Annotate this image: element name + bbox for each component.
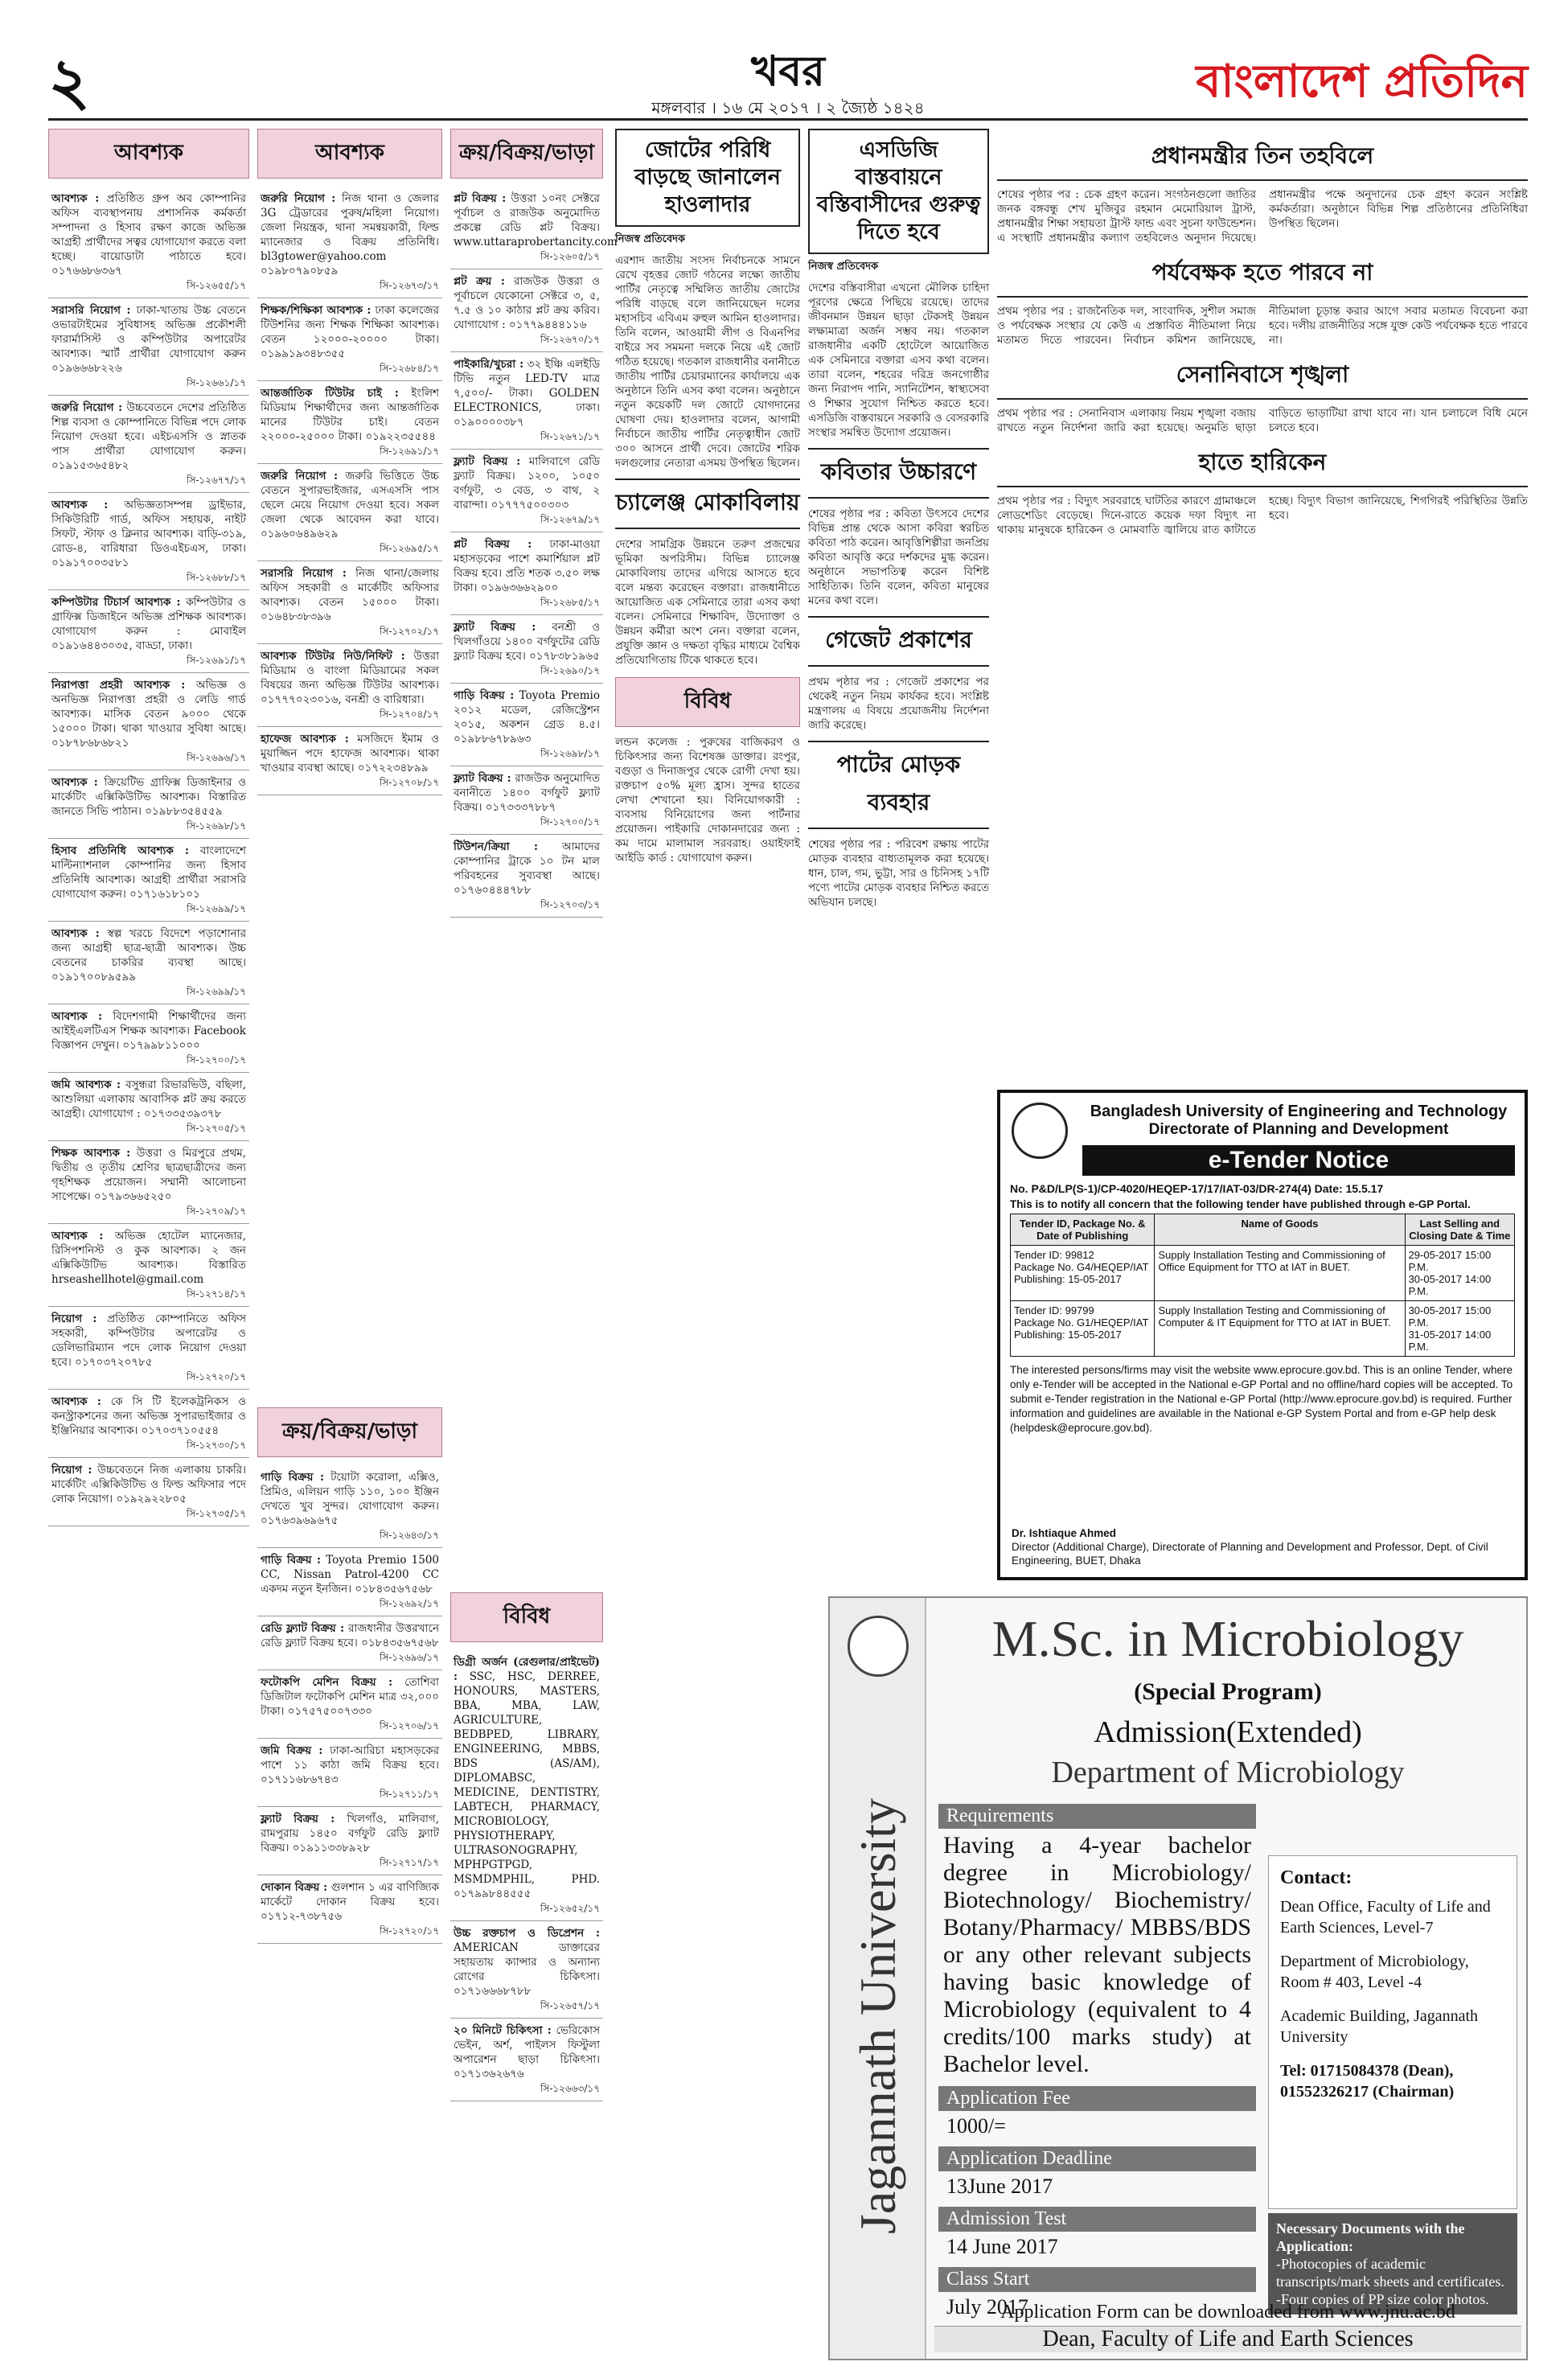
ad-ref: সি-১২৭০০/১৭ <box>540 816 600 828</box>
ad-ref: সি-১২৭০৫/১৭ <box>186 1123 246 1134</box>
ad-title: আবশ্যক টিউটর নিউ/নিফিট : <box>261 650 405 663</box>
ad-text: মালিবাগে রেডি ফ্ল্যাট বিক্রয়। ১২০০, ১০৫০ বর্গফুট, ৩ বেড, ৩ বাথ, ২ বারান্দা। ০১৭৭৭৫০০৩০৩ <box>454 455 601 511</box>
headline-observer: পর্যবেক্ষক হতে পারবে না <box>997 252 1528 298</box>
ad-title: সরাসরি নিয়োগ : <box>51 304 131 317</box>
ad-title: আন্তর্জাতিক টিউটর চাই : <box>261 387 399 400</box>
tender-dates-cell: 29-05-2017 15:00 P.M. 30-05-2017 14:00 P.M. <box>1405 1246 1514 1301</box>
requirements-label: Requirements <box>938 1804 1256 1829</box>
department-name: Department of Microbiology <box>1051 1756 1405 1789</box>
ad-ref: সি-১২৭০৯/১৭ <box>186 1205 246 1217</box>
news-column-2 <box>808 129 989 910</box>
ad-ref: সি-১২৬৯৯/১৭ <box>186 903 246 914</box>
ad-title: জমি বিক্রয় : <box>261 1744 323 1757</box>
fee-label: Application Fee <box>938 2086 1256 2111</box>
ad-text: উচ্চবেতনে নিজ এলাকায় চাকরি। মার্কেটিং এক্সিকিউটিভ ও ফিল্ড অফিসার পদে লোক নিয়োগ। ০১৯২৯২২৮০৫ <box>51 1464 247 1505</box>
ad-title: গাড়ি বিক্রয় : <box>261 1471 324 1484</box>
ad-text: প্রতিষ্ঠিত কোম্পানিতে অফিস সহকারী, কম্পিউটার অপারেটর ও ডেলিভারিম্যান পদে লোক নিয়োগ দেওয়া হবে। ০১৭০৩৭২০৭৮৫ <box>51 1312 246 1369</box>
subhead-gazette: গেজেট প্রকাশের <box>808 616 989 667</box>
classified-heading: ক্রয়/বিক্রয়/ভাড়া <box>450 129 603 179</box>
classified-ad <box>48 493 249 590</box>
byline: নিজস্ব প্রতিবেদক <box>808 261 879 273</box>
bibidh-heading: বিবিধ <box>615 677 800 727</box>
ad-text: ঢাকা-খাতায় উচ্চ বেতনে ওভারটাইমের সুবিধাসহ অভিজ্ঞ প্রকৌশলী ফারার্মাসিস্ট ও কম্পিউটার অপারেটর আবশ্যক। স্মার্ট প্রার্থীরা যোগাযোগ করুন ০১৯৬৬৬৮২২৬ <box>51 304 246 375</box>
ad-ref: সি-১২৬৯৮/১৭ <box>186 820 246 832</box>
ad-title: প্লট বিক্রয় : <box>454 538 532 551</box>
signer-title: Director (Additional Charge), Directorate of Planning and Development and Professor, Dept. of Civil Engineering, BUET, Dhaka <box>1012 1541 1488 1567</box>
ad-ref: সি-১২৭০৮/১৭ <box>379 777 439 788</box>
documents-item: -Four copies of PP size color photos. <box>1276 2291 1489 2307</box>
ad-text: কে সি টি ইলেকট্রনিকস ও কনস্ট্রাকশনের জন্য অভিজ্ঞ সুপারভাইজার ও ইঞ্জিনিয়ার আবশ্যক। ০১৭০৩৭১০৫৫৪ <box>51 1395 246 1437</box>
jnu-seal-icon <box>848 1616 909 1677</box>
class-value: July 2017 <box>946 2295 1028 2319</box>
ad-ref: সি-১২৭০০/১৭ <box>186 1054 246 1066</box>
classified-text: লন্ডন কলেজ : পুরুষের বাজিকরণ ও চিকিৎসার জন্য বিশেষজ্ঞ ডাক্তার। রংপুর, বগুড়া ও দিনাজপুর থেকে রোগী দেখা হয়। রক্তচাপ ৫০% মূল্য হ্রাস। সুন্দর হাতের লেখা শেখানো হয়। বিনিয়োগকারী : ব্যবসায় বিনিয়োগের জন্য পার্টনার প্রয়োজন। পাইকারি দোকানদারের জন্য : কম দামে মালামাল সরবরাহ। ওয়াইফাই আইডি কার্ড : যোগাযোগ করুন। <box>615 736 800 865</box>
ad-title: জরুরি নিয়োগ : <box>51 401 123 414</box>
ad-title: আবশ্যক : <box>51 1230 104 1242</box>
ad-ref: সি-১২৬৪৩/১৭ <box>379 1530 439 1541</box>
ad-text: অভিজ্ঞ হোটেল ম্যানেজার, রিসিপশনিস্ট ও কুক আবশ্যক। ২ জন এক্সিকিউটিভ আবশ্যক। বিস্তারিত hrseashellhotel@gmail.com <box>51 1230 246 1286</box>
ad-text: Toyota Premio 1500 CC, Nissan Patrol-4200 CC একদম নতুন ইনজিন। ০১৮৪৩৫৬৭৫৬৮ <box>261 1554 440 1596</box>
ad-title: প্লট বিক্রয় : <box>454 192 507 205</box>
tender-directorate: Directorate of Planning and Development <box>1148 1121 1449 1138</box>
classified-ad <box>48 1390 249 1458</box>
tender-id-cell: Tender ID: 99799 Package No. G1/HEQEP/IAT Publishing: 15-05-2017 <box>1011 1301 1155 1357</box>
article-body: দেশের বস্তিবাসীরা এখনো মৌলিক চাহিদা পূরণের ক্ষেত্রে পিছিয়ে রয়েছে। তাদের জীবনমান উন্নয়ন ছাড়া টেকসই উন্নয়ন লক্ষ্যমাত্রা অর্জন সম্ভব নয়। গতকাল রাজধানীর একটি হোটেলে আয়োজিত এক সেমিনারে বক্তারা এসব কথা বলেন। তারা বলেন, শহরের দরিদ্র জনগোষ্ঠীর জন্য নিরাপদ পানি, স্যানিটেশন, স্বাস্থ্যসেবা ও শিক্ষার সুযোগ নিশ্চিত করতে হবে। এসডিজি বাস্তবায়নে সরকারি ও বেসরকারি সংস্থার সমন্বিত উদ্যোগ প্রয়োজন। <box>808 281 990 439</box>
ad-text: মসজিদে ইমাম ও মুয়াজ্জিন পদে হাফেজ আবশ্যক। থাকা খাওয়ার ব্যবস্থা আছে। ০১৭২২৩৪৮৯৯ <box>261 733 440 774</box>
classified-column-4 <box>257 1407 442 1944</box>
contact-box <box>1268 1855 1517 2209</box>
ad-title: হিসাব প্রতিনিধি আবশ্যক : <box>51 844 190 857</box>
classified-ad <box>450 532 603 615</box>
ad-ref: সি-১২৬০৫/১৭ <box>540 251 600 262</box>
ad-ref: সি-১২৭১৭/১৭ <box>379 1857 439 1868</box>
ad-title: কম্পিউটার টিচার্স আবশ্যক : <box>51 596 181 609</box>
tender-goods-cell: Supply Installation Testing and Commissioning of Computer & IT Equipment for TTO at IAT in BUET. <box>1155 1301 1405 1357</box>
article-body: প্রথম পৃষ্ঠার পর : সেনানিবাস এলাকায় নিয়ম শৃঙ্খলা বজায় রাখতে নতুন নির্দেশনা জারি করা হয়েছে। অনুমতি ছাড়া বাড়িতে ভাড়াটিয়া রাখা যাবে না। যান চলাচলে বিধি মেনে চলতে হবে। <box>997 407 1528 434</box>
headline-pm-fund: প্রধানমন্ত্রীর তিন তহবিলে <box>997 135 1528 181</box>
documents-item: -Photocopies of academic transcripts/mark sheets and certificates. <box>1276 2256 1504 2290</box>
admission-label: Admission(Extended) <box>1094 1715 1362 1749</box>
ad-title: ফ্ল্যাট বিক্রয় : <box>454 621 536 634</box>
ad-text: রাজউক উত্তরা ও পূর্বাচলে যেকোনো সেক্টরে ৩, ৫, ৭.৫ ও ১০ কাঠার প্লট ক্রয় করিব। যোগাযোগ : ০১৭৭৯৪৪৪১১৬ <box>454 275 600 331</box>
ad-text: Toyota Premio ২০১২ মডেল, রেজিস্ট্রেশন ২০১৫, অকশন গ্রেড ৪.৫। ০১৯৮৮৬৭৮৯৬৩ <box>454 689 600 745</box>
ad-title: শিক্ষক/শিক্ষিকা আবশ্যক : <box>261 304 371 317</box>
bibidh-column <box>450 1592 603 2101</box>
dateline: মঙ্গলবার । ১৬ মে ২০১৭ । ২ জ্যৈষ্ঠ ১৪২৪ <box>651 98 925 117</box>
table-row <box>1011 1301 1515 1357</box>
headline-hurricane: হাতে হারিকেন <box>997 442 1528 487</box>
ad-ref: সি-১২৭২০/১৭ <box>186 1371 246 1382</box>
ad-text: ক্রিয়েটিভ গ্রাফিক্স ডিজাইনার ও মার্কেটিং এক্সিকিউটিভ আবশ্যক। বিস্তারিত জানতে সিভি পাঠান। ০১৯৮৮৩৫৪৫৫৯ <box>51 776 247 818</box>
classified-ad <box>450 1650 603 1921</box>
classified-ad <box>257 298 442 381</box>
section-title: খবর <box>751 47 825 96</box>
tender-id-cell: Tender ID: 99812 Package No. G4/HEQEP/IAT Publishing: 15-05-2017 <box>1011 1246 1155 1301</box>
article-body: এরশাদ জাতীয় সংসদ নির্বাচনকে সামনে রেখে বৃহত্তর জোট গঠনের লক্ষ্যে জাতীয় পার্টির নেতৃত্বে সম্মিলিত জাতীয় জোটের পরিধি বাড়ছে বলে জানিয়েছেন দলের মহাসচিব এবিএম রুহুল আমিন হাওলাদার। তিনি বলেন, আওয়ামী লীগ ও বিএনপির বাইরে সব সমমনা দলকে নিয়ে এই জোট গঠিত হয়েছে। গতকাল রাজধানীর বনানীতে জাতীয় পার্টির চেয়ারম্যানের কার্যালয়ে এক অনুষ্ঠানে তিনি এসব কথা বলেন। অনুষ্ঠানে নতুন কয়েকটি দল জোটে যোগদানের ঘোষণা দেয়। হাওলাদার বলেন, আগামী নির্বাচনে জাতীয় পার্টির নেতৃত্বাধীন জোট ৩০০ আসনে প্রার্থী দেবে। জোটের শরিক দলগুলোর নেতারা এসময় উপস্থিত ছিলেন। <box>615 254 800 470</box>
classified-heading: ক্রয়/বিক্রয়/ভাড়া <box>257 1407 442 1457</box>
ad-title: হাফেজ আবশ্যক : <box>261 733 349 745</box>
classified-ad <box>450 615 603 684</box>
ad-ref: সি-১২৬৯৮/১৭ <box>540 748 600 759</box>
classified-heading: আবশ্যক <box>48 129 249 179</box>
ad-title: জরুরি নিয়োগ : <box>261 470 339 483</box>
ad-title: ফ্ল্যাট বিক্রয় : <box>261 1813 335 1826</box>
classified-ad <box>450 684 603 766</box>
classified-ad <box>450 450 603 532</box>
classified-ad <box>257 1616 442 1670</box>
jnu-sidebar <box>830 1598 926 2359</box>
deadline-label: Application Deadline <box>938 2146 1256 2171</box>
ad-title: আবশ্যক : <box>51 776 98 789</box>
ad-title: রেডি ফ্ল্যাট বিক্রয় : <box>261 1622 345 1635</box>
classified-ad <box>257 187 442 298</box>
ad-text: নিজ থানা/জেলায় অফিস সহকারী ও মার্কেটিং অফিসার আবশ্যক। বেতন ১৫০০০ টাকা। ০১৬৪৮৩৮৩৯৬ <box>261 567 439 623</box>
classified-ad <box>450 187 618 269</box>
ad-ref: সি-১২৬৭১/১৭ <box>540 431 600 442</box>
classified-ad <box>450 352 603 450</box>
ad-title: উচ্চ রক্তচাপ ও ডিপ্রেশন : <box>454 1927 600 1940</box>
ad-text: গুলশান ১ এর বাণিজ্যিক মার্কেটে দোকান বিক্রয় হবে। ০১৭১২-৭৩৮৭৫৬ <box>261 1881 440 1923</box>
ad-title: ডিগ্রী অর্জন (রেগুলার/প্রাইভেট) : <box>454 1656 600 1683</box>
ad-ref: সি-১২৬৮৫/১৭ <box>540 597 600 608</box>
article-body: প্রথম পৃষ্ঠার পর : গেজেট প্রকাশের পর থেকেই নতুন নিয়ম কার্যকর হবে। সংশ্লিষ্ট মন্ত্রণালয় এ বিষয়ে প্রয়োজনীয় নির্দেশনা জারি করেছে। <box>808 676 989 732</box>
table-header: Last Selling and Closing Date & Time <box>1405 1214 1514 1246</box>
test-value: 14 June 2017 <box>946 2235 1058 2258</box>
tender-dates-cell: 30-05-2017 15:00 P.M. 31-05-2017 14:00 P.M. <box>1405 1301 1514 1357</box>
classified-column-1 <box>48 129 249 1526</box>
subhead-poetry: কবিতার উচ্চারণে <box>808 448 989 499</box>
classified-ad <box>257 644 442 727</box>
ad-text: অভিজ্ঞতাসম্পন্ন ড্রাইভার, সিকিউরিটি গার্ড, অফিস সহায়ক, নাইট সিফট, স্টাফ ও ক্লিনার আবশ্যক। বাড়ি-৩১৯, রোড-৪, বারিধারা ডিওএইচএস, ঢাকা। ০১৯১৭০০৩৫৮১ <box>51 499 246 569</box>
classified-ad <box>257 1739 442 1807</box>
classified-heading: আবশ্যক <box>257 129 442 179</box>
newspaper-logo: বাংলাদেশ প্রতিদিন <box>1196 55 1528 108</box>
classified-ad <box>450 2019 603 2101</box>
jnu-details <box>938 1799 1256 2323</box>
contact-phone: Tel: 01715084378 (Dean), 01552326217 (Chairman) <box>1280 2062 1455 2101</box>
program-title: M.Sc. in Microbiology <box>991 1610 1464 1667</box>
ad-ref: সি-১২৬৯২/১৭ <box>379 1598 439 1609</box>
classified-ad <box>257 1807 442 1875</box>
classified-ad <box>48 1004 249 1073</box>
ad-ref: সি-১২৬৭৩/১৭ <box>379 280 439 291</box>
article-body: শেষের পৃষ্ঠার পর : চেক গ্রহণ করেন। সংগঠনগুলো জাতির জনক বঙ্গবন্ধু শেখ মুজিবুর রহমান মেমোরিয়াল ট্রাস্ট, প্রধানমন্ত্রীর শিক্ষা সহায়তা ট্রাস্ট ফান্ড এবং সুচনা ফাউন্ডেশন। এ সংস্থাটি প্রধানমন্ত্রীর কল্যাণ তহবিলেও অনুদান দিয়েছে। প্রধানমন্ত্রীর পক্ষে অনুদানের চেক গ্রহণ করেন সংশ্লিষ্ট কর্মকর্তারা। অনুষ্ঠানে বিভিন্ন শিল্প প্রতিষ্ঠানের প্রতিনিধিরা উপস্থিত ছিলেন। <box>997 188 1528 244</box>
ad-ref: সি-১২৬৯১/১৭ <box>186 655 246 666</box>
ad-ref: সি-১২৭২০/১৭ <box>379 1925 439 1937</box>
classified-ad <box>48 1458 249 1526</box>
ad-title: দোকান বিক্রয় : <box>261 1881 328 1894</box>
ad-ref: সি-১২৭৩০/১৭ <box>186 1440 246 1451</box>
tender-goods-cell: Supply Installation Testing and Commissioning of Office Equipment for TTO at IAT in BUET. <box>1155 1246 1405 1301</box>
ad-ref: সি-১২৬৫৫/১৭ <box>186 280 246 291</box>
ad-text: খিলগাঁও, মালিবাগ, রামপুরায় ১৪৫০ বর্গফুট রেডি ফ্ল্যাট বিক্রয়। ০১৯১১৩৩৮৯২৮ <box>261 1813 440 1854</box>
contact-line: Department of Microbiology, Room # 403, Level -4 <box>1280 1953 1469 1991</box>
ad-title: ফটোকপি মেশিন বিক্রয় : <box>261 1676 393 1689</box>
classified-ad <box>48 1224 249 1307</box>
classified-ad <box>48 673 249 770</box>
ad-text: বিদেশগামী শিক্ষার্থীদের জন্য আইইএলটিএস শিক্ষক আবশ্যক। Facebook বিজ্ঞাপন দেখুন। ০১৭৯৯৮১১০০০ <box>51 1010 246 1052</box>
classified-ad <box>48 770 249 839</box>
ad-text: বনশ্রী ও খিলগাঁওয়ে ১৪০০ বর্গফুটের রেডি ফ্ল্যাট বিক্রয় হবে। ০১৭৮৩৮১৯৬৫ <box>454 621 601 663</box>
ad-text: তোশিবা ডিজিটাল ফটোকপি মেশিন মাত্র ৩২,০০০ টাকা। ০১৭৫৭৫০০৭৩৩০ <box>261 1676 439 1718</box>
classified-ad <box>257 1465 442 1548</box>
classified-ad <box>48 1307 249 1390</box>
requirements-text: Having a 4-year bachelor degree in Microbiology/ Biotechnology/ Biochemistry/ Botany/Pharmacy/ MBBS/BDS or any other relevant subjects having basic knowledge of Microbiology (equivalent to 4 credits/100 marks study) at Bachelor level. <box>943 1832 1251 2077</box>
documents-heading: Necessary Documents with the Application: <box>1276 2220 1465 2254</box>
ad-title: গাড়ি বিক্রয় : <box>454 689 515 702</box>
ad-text: ঢাকা-মাওয়া মহাসড়কের পাশে কমার্শিয়াল প্লট বিক্রয় হবে। প্রতি শতক ৩.৫০ লক্ষ টাকা। ০১৯৬৩৬৬২৯০০ <box>454 538 600 594</box>
classified-ad <box>48 1073 249 1141</box>
classified-ad <box>48 922 249 1004</box>
ad-text: স্বল্প খরচে বিদেশে পড়াশোনার জন্য আগ্রহী ছাত্র-ছাত্রী আবশ্যক। উচ্চ বেতনের চাকরির ব্যবস্থা আছে। ০১৯১৭০০৮৯৫৯৯ <box>51 927 247 984</box>
ad-text: অভিজ্ঞ ও অনভিজ্ঞ নিরাপত্তা প্রহরী ও লেডি গার্ড আবশ্যক। মাসিক বেতন ৯০০০ থেকে ১৫০০০ টাকা। থাকা খাওয়ার সুবিধা আছে। ০১৮৭৮৬৮৬৮২১ <box>51 679 246 750</box>
ad-ref: সি-১২৬৭৭/১৭ <box>186 474 246 486</box>
ad-text: SSC, HSC, DERREE, HONOURS, MASTERS, BBA, MBA, LAW, AGRICULTURE, BEDBPED, LIBRARY, ENGINEERING, MBBS, BDS (AS/AM), DIPLOMABSC, MEDICINE, DENTISTRY, LABTECH, PHARMACY, MICROBIOLOGY, PHYSIOTHERAPY, ULTRASONOGRAPHY, MPHPGTPGD, MSMDMPHIL, PHD. ০১৭৯৯৮৪৪৫৫৫ <box>454 1670 600 1900</box>
ad-text: রাজউক অনুমোদিত বনানীতে ১৪০০ বর্গফুট ফ্ল্যাট বিক্রয়। ০১৭৩৩৩৭৮৮৭ <box>454 772 601 814</box>
ad-text: জরুরি ভিত্তিতে উচ্চ বেতনে সুপারভাইজার, এসএসসি পাস ছেলে মেয়ে নিয়োগ দেওয়া হবে। সকল জেলা থেকে আবেদন করা যাবে। ০১৯৬০৬৪৯৬২৯ <box>261 470 440 540</box>
ad-text: আমাদের কোম্পানির ট্রাকে ১০ টন মাল পরিবহনের সুব্যবস্থা আছে। ০১৭৬০৪৪৪৭৮৮ <box>454 840 600 897</box>
documents-box <box>1268 2213 1517 2314</box>
right-news-block <box>997 129 1528 537</box>
tender-table <box>1010 1214 1515 1357</box>
ad-title: আবশ্যক : <box>51 192 100 205</box>
subhead-challenge: চ্যালেঞ্জ মোকাবিলায় <box>615 478 800 529</box>
ad-title: নিরাপত্তা প্রহরী আবশ্যক : <box>51 679 186 692</box>
ad-text: বসুন্ধরা রিভারভিউ, বছিলা, আশুলিয়া এলাকায় আবাসিক প্লট ক্রয় করতে আগ্রহী। যোগাযোগ : ০১৭৩৩৫৩৯৩৭৮ <box>51 1078 246 1120</box>
ad-text: উত্তরা ১০নং সেক্টরে পূর্বাচল ও রাজউক অনুমোদিত প্রকল্পে রেডি প্লট বিক্রয়। www.uttaraprobertancity.com <box>454 192 618 248</box>
ad-title: ২০ মিনিটে চিকিৎসা : <box>454 2024 552 2037</box>
ad-ref: সি-১২৬৯১/১৭ <box>379 446 439 457</box>
ad-text: বাংলাদেশে মাল্টিন্যাশনাল কোম্পানির জন্য হিসাব প্রতিনিধি আবশ্যক। আগ্রহী প্রার্থীরা সরাসরি যোগাযোগ করুন। ০১৭১৬১৮১০১ <box>51 844 246 901</box>
ad-text: ৩২ ইঞ্চি এলইডি টিভি নতুন LED-TV মাত্র ৭,৫০০/- টাকা। GOLDEN ELECTRONICS, ঢাকা। ০১৯০০০০৩৮৭ <box>454 358 600 429</box>
article-body: প্রথম পৃষ্ঠার পর : বিদ্যুৎ সরবরাহে ঘাটতির কারণে গ্রামাঞ্চলে লোডশেডিং বেড়েছে। দিনে-রাতে কয়েক দফা বিদ্যুৎ না থাকায় মানুষকে হারিকেন ও মোমবাতি জ্বালিয়ে রাত কাটাতে হচ্ছে। বিদ্যুৎ বিভাগ জানিয়েছে, শিগগিরই পরিস্থিতির উন্নতি হবে। <box>997 495 1528 536</box>
jnu-vertical-name: Jagannath University <box>849 1797 906 2235</box>
jnu-footer: Dean, Faculty of Life and Earth Sciences <box>934 2326 1521 2352</box>
signer-name: Dr. Ishtiaque Ahmed <box>1012 1527 1117 1539</box>
page-number: ২ <box>48 44 91 119</box>
classified-ad <box>48 187 249 298</box>
ad-ref: সি-১২৬৫২/১৭ <box>540 1903 600 1914</box>
ad-ref: সি-১২৭০৬/১৭ <box>379 1720 439 1731</box>
ad-text: রাজধানীর উত্তরখানে রেডি ফ্ল্যাট বিক্রয় হবে। ০১৮৪৩৫৬৭৫৬৮ <box>261 1622 439 1649</box>
classified-ad <box>257 727 442 795</box>
headline-alliance: জোটের পরিধি বাড়ছে জানালেন হাওলাদার <box>615 129 800 227</box>
tender-notice <box>997 1090 1528 1580</box>
ad-text: উত্তরা মিডিয়াম ও বাংলা মিডিয়ামের সকল বিষয়ের জন্য অভিজ্ঞ টিউটর আবশ্যক। ০১৭৭৭০২৩০১৬, বনশ্রী ও বারিধারা। <box>261 650 440 706</box>
ad-title: আবশ্যক : <box>51 1395 101 1408</box>
ad-ref: সি-১২৭০২/১৭ <box>379 626 439 637</box>
ad-title: সরাসরি নিয়োগ : <box>261 567 347 580</box>
ad-title: টিউশন/ক্রিয়া : <box>454 840 538 853</box>
ad-ref: সি-১২৬৯৫/১৭ <box>379 543 439 554</box>
ad-ref: সি-১২৬৬১/১৭ <box>186 377 246 388</box>
ad-text: AMERICAN ডাক্তারের সহায়তায় ক্যান্সার ও অন্যান্য রোগের চিকিৎসা। ০১৭১৬৬৬৮৭৮৮ <box>454 1941 600 1998</box>
classified-ad <box>48 1141 249 1224</box>
ad-text: ভেরিকোস ভেইন, অর্শ, পাইলস ফিস্টুলা অপারেশন ছাড়া চিকিৎসা। ০১৭১৩৬২৬৭৬ <box>454 2024 601 2080</box>
byline: নিজস্ব প্রতিবেদক <box>615 233 686 245</box>
ad-title: শিক্ষক আবশ্যক : <box>51 1147 131 1160</box>
classified-ad <box>450 1921 603 2019</box>
ad-ref: সি-১২৬৫৭/১৭ <box>540 2000 600 2011</box>
ad-ref: সি-১২৬৭৯/১৭ <box>540 514 600 525</box>
ad-text: টয়োটা করোলা, এক্সিও, প্রিমিও, এলিয়ন গাড়ি ১১০, ১০০ ইঞ্জিন দেখতে খুব সুন্দর। যোগাযোগ করুন। ০১৭৬৩৯৬৯৬৭৫ <box>261 1471 440 1527</box>
fee-value: 1000/= <box>946 2114 1006 2138</box>
classified-ad <box>48 298 249 396</box>
news-column-1 <box>615 129 800 865</box>
classified-ad <box>48 839 249 922</box>
ad-title: জমি আবশ্যক : <box>51 1078 121 1091</box>
tender-banner: e-Tender Notice <box>1082 1145 1515 1176</box>
ad-title: পাইকারি/খুচরা : <box>454 358 524 371</box>
program-special: (Special Program) <box>1134 1678 1322 1705</box>
ad-ref: সি-১২৭৩৫/১৭ <box>186 1508 246 1519</box>
ad-text: ঢাকা-আরিচা মহাসড়কের পাশে ১১ কাঠা জমি বিক্রয় হবে। ০১৭১১৬৮৬৭৪৩ <box>261 1744 440 1786</box>
apply-note: Application Form can be downloaded from www.jnu.ac.bd <box>1000 2302 1455 2323</box>
ad-title: আবশ্যক : <box>51 1010 103 1023</box>
ad-title: প্লট ক্রয় : <box>454 275 505 288</box>
classified-ad <box>257 464 442 561</box>
ad-ref: সি-১২৬৯৬/১৭ <box>186 752 246 763</box>
ad-ref: সি-১২৬৯৯/১৭ <box>186 986 246 997</box>
classified-ad <box>48 396 249 493</box>
table-header: Tender ID, Package No. & Date of Publishing <box>1011 1214 1155 1246</box>
ad-ref: সি-১২৬৯০/১৭ <box>540 665 600 676</box>
headline-sdg: এসডিজি বাস্তবায়নে বস্তিবাসীদের গুরুত্ব দিতে হবে <box>808 129 989 254</box>
ad-text: ঢাকা কলেজের টিউশনির জন্য শিক্ষক শিক্ষিকা আবশ্যক। বেতন ১২০০০-২০০০০ টাকা। ০১৯৯১৯৩৪৮৩৫৫ <box>261 304 440 360</box>
classified-ad <box>48 590 249 673</box>
ad-text: নিজ থানা ও জেলার 3G ট্রেডারের পুরুষ/মহিলা নিয়োগ। জেলা নিয়ন্ত্রক, থানা সমন্বয়কারী, ফিল্ড ম্যানেজার ও বিক্রয় প্রতিনিধি। bl3gtower@yahoo.com ০১৯৮০৭৯০৮৫৯ <box>261 192 439 277</box>
ad-text: ইংলিশ মিডিয়াম শিক্ষার্থীদের জন্য আন্তর্জাতিক মানের টিউটর চাই। বেতন ২২০০০-২৫০০০ টাকা। ০১৯২২৩৫৫৪৪ <box>261 387 439 443</box>
article-body: শেষের পৃষ্ঠার পর : কবিতা উৎসবে দেশের বিভিন্ন প্রান্ত থেকে আসা কবিরা স্বরচিত কবিতা পাঠ করেন। আবৃত্তিশিল্পীরা জনপ্রিয় কবিতা আবৃত্তি করে দর্শকদের মুগ্ধ করেন। অনুষ্ঠানে সভাপতিত্ব করেন বিশিষ্ট সাহিত্যিক। তিনি বলেন, কবিতা মানুষের মনের কথা বলে। <box>808 507 989 607</box>
masthead <box>48 24 1528 121</box>
classified-ad <box>450 766 603 835</box>
test-label: Admission Test <box>938 2207 1256 2232</box>
article-body: প্রথম পৃষ্ঠার পর : রাজনৈতিক দল, সাংবাদিক, সুশীল সমাজ ও পর্যবেক্ষক সংস্থার যে কেউ এ প্রস্তাবিত নীতিমালা নিয়ে মতামত দিতে পারবেন। নির্বাচন কমিশন জানিয়েছে, নীতিমালা চূড়ান্ত করার আগে সবার মতামত বিবেচনা করা হবে। দলীয় রাজনীতির সঙ্গে যুক্ত কেউ পর্যবেক্ষক হতে পারবে না। <box>997 305 1528 347</box>
classified-ad <box>450 269 603 352</box>
tender-paragraph: The interested persons/firms may visit the website www.eprocure.gov.bd. This is an online Tender, where only e-Tender will be accepted in the National e-GP Portal and no offline/hard copies will be accepted. To submit e-Tender registration in the National e-GP Portal (http://www.eprocure.gov.bd) is required. Further information and guidelines are available in the National e-GP System Portal and from e-GP help desk (helpdesk@eprocure.gov.bd). <box>1010 1364 1513 1434</box>
deadline-value: 13June 2017 <box>946 2175 1053 2198</box>
buet-logo-icon <box>1012 1103 1068 1159</box>
ad-title: ফ্ল্যাট বিক্রয় : <box>454 772 511 785</box>
classified-ad <box>257 1548 442 1616</box>
classified-ad <box>257 1670 442 1739</box>
contact-heading: Contact: <box>1280 1867 1353 1888</box>
classified-ad <box>257 1875 442 1944</box>
ad-text: উত্তরা ও মিরপুরে প্রথম, দ্বিতীয় ও তৃতীয় শ্রেণির ছাত্রছাত্রীদের জন্য গৃহশিক্ষক প্রয়োজন। সম্মানী আলোচনা সাপেক্ষে। ০১৭৯৩৬৬৫২৫০ <box>51 1147 246 1203</box>
tender-university: Bangladesh University of Engineering and Technology <box>1090 1103 1508 1120</box>
ad-ref: সি-১২৬৮৮/১৭ <box>186 572 246 583</box>
ad-title: আবশ্যক : <box>51 499 109 511</box>
subhead-jute: পাটের মোড়ক ব্যবহার <box>808 741 989 829</box>
ad-ref: সি-১২৬৬৩/১৭ <box>540 2083 600 2094</box>
ad-ref: সি-১২৬৮৪/১৭ <box>379 363 439 374</box>
classified-ad <box>257 561 442 644</box>
classified-column-3 <box>450 129 618 918</box>
ad-text: প্রতিষ্ঠিত গ্রুপ অব কোম্পানির অফিস ব্যবস্থাপনায় প্রশাসনিক কর্মকর্তা সম্পাদনা ও হিসাব রক্ষণ কাজে অভিজ্ঞ আগ্রহী প্রার্থীদের সত্বর যোগাযোগ করতে বলা হচ্ছে। বায়োডাটা পাঠাতে হবে। ০১৭৬৬৮৬৩৬৭ <box>51 192 246 277</box>
ad-ref: সি-১২৬৭০/১৭ <box>540 334 600 345</box>
contact-line: Academic Building, Jagannath University <box>1280 2007 1479 2046</box>
ad-title: জরুরি নিয়োগ : <box>261 192 336 205</box>
classified-heading: বিবিধ <box>450 1592 603 1642</box>
table-row <box>1011 1246 1515 1301</box>
ad-ref: সি-১২৬৯৬/১৭ <box>379 1652 439 1663</box>
ad-title: ফ্ল্যাট বিক্রয় : <box>454 455 521 468</box>
ad-title: নিয়োগ : <box>51 1312 97 1325</box>
tender-notice-text: This is to notify all concern that the following tender have published through e-GP Portal. <box>1010 1198 1471 1210</box>
article-body: শেষের পৃষ্ঠার পর : পরিবেশ রক্ষায় পাটের মোড়ক ব্যবহার বাধ্যতামূলক করা হয়েছে। ধান, চাল, গম, ভুট্টা, সার ও চিনিসহ ১৭টি পণ্যে পাটের মোড়ক ব্যবহার নিশ্চিত করতে অভিযান চলছে। <box>808 838 989 909</box>
article-body: দেশের সামগ্রিক উন্নয়নে তরুণ প্রজন্মের ভূমিকা অপরিসীম। বিভিন্ন চ্যালেঞ্জ মোকাবিলায় তাদের এগিয়ে আসতে হবে বলে মন্তব্য করেছেন বক্তারা। রাজধানীতে আয়োজিত এক সেমিনারে তারা এসব কথা বলেন। সেমিনারে শিক্ষাবিদ, উদ্যোক্তা ও উন্নয়ন কর্মীরা অংশ নেন। বক্তারা বলেন, প্রযুক্তি জ্ঞান ও দক্ষতা বৃদ্ধির মাধ্যমে বৈশ্বিক প্রতিযোগিতায় টিকে থাকতে হবে। <box>615 538 800 667</box>
ad-title: আবশ্যক : <box>51 927 100 940</box>
ad-title: গাড়ি বিক্রয় : <box>261 1554 322 1567</box>
classified-ad <box>257 381 442 464</box>
ad-ref: সি-১২৭১৪/১৭ <box>186 1288 246 1300</box>
contact-line: Dean Office, Faculty of Life and Earth Sciences, Level-7 <box>1280 1898 1491 1937</box>
ad-ref: সি-১২৭০৩/১৭ <box>540 899 600 910</box>
jnu-admission-ad <box>828 1596 1528 2360</box>
classified-column-2 <box>257 129 442 795</box>
ad-text: উচ্চবেতনে দেশের প্রতিষ্ঠিত শিল্প ব্যবসা ও কোম্পানিতে বিভিন্ন পদে লোক নিয়োগ দেওয়া হবে। এইচএসসি ও স্নাতক পাস প্রার্থীরা যোগাযোগ করুন। ০১৯১৫৩৬৫৪৮২ <box>51 401 246 472</box>
table-header: Name of Goods <box>1155 1214 1405 1246</box>
class-label: Class Start <box>938 2267 1256 2292</box>
tender-memo: No. P&D/LP(S-1)/CP-4020/HEQEP-17/17/IAT-03/DR-274(4) Date: 15.5.17 <box>1010 1182 1384 1195</box>
headline-cantonment: সেনানিবাসে শৃঙ্খলা <box>997 354 1528 400</box>
ad-ref: সি-১২৭১১/১৭ <box>379 1789 439 1800</box>
tender-signature <box>1012 1526 1525 1567</box>
classified-ad <box>450 835 603 918</box>
ad-title: নিয়োগ : <box>51 1464 92 1477</box>
ad-text: কম্পিউটার ও গ্রাফিক্স ডিজাইনে অভিজ্ঞ প্রশিক্ষক আবশ্যক। যোগাযোগ করুন : মোবাইল ০১৯১৬৪৪৩০৩৫, বাড্ডা, ঢাকা। <box>51 596 246 652</box>
ad-ref: সি-১২৭০৪/১৭ <box>379 709 439 720</box>
